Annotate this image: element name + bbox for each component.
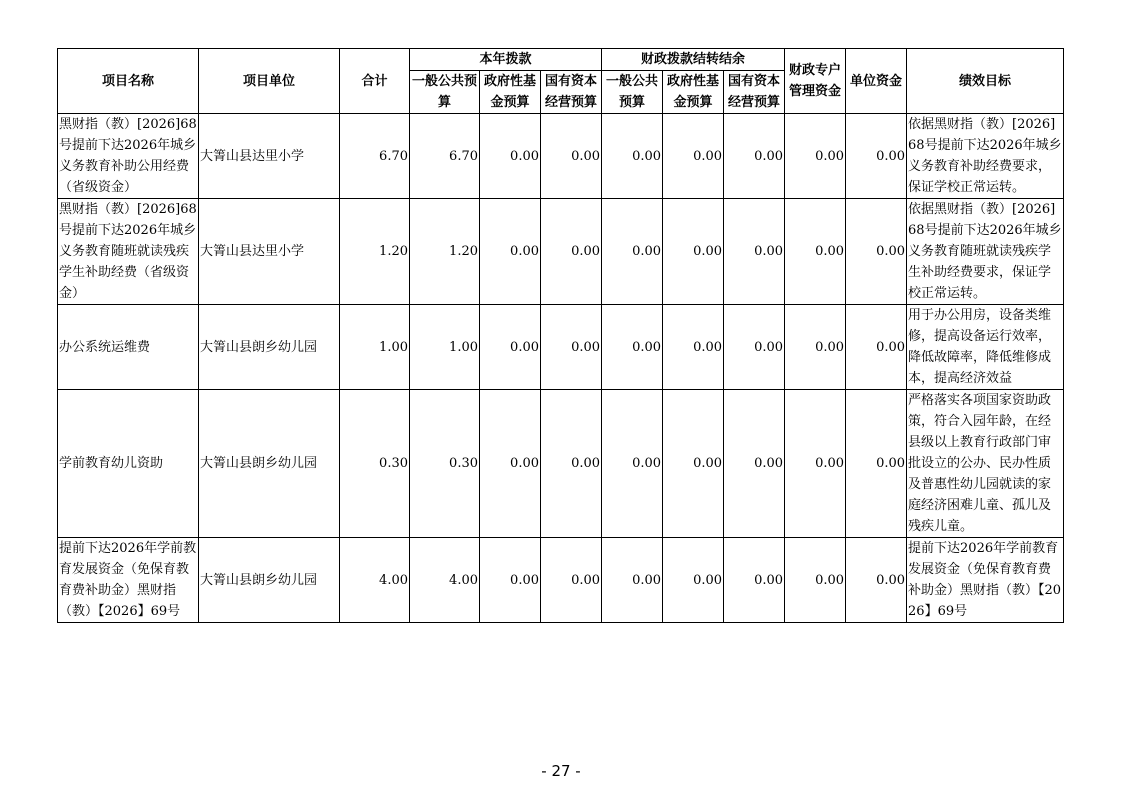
cell-state-capital-budget: 0.00 bbox=[541, 305, 602, 390]
cell-gov-fund-budget-carryover: 0.00 bbox=[663, 199, 724, 305]
budget-table bbox=[57, 48, 1064, 623]
cell-special-fund: 0.00 bbox=[785, 114, 846, 199]
header-state-capital-budget: 国有资本经营预算 bbox=[541, 71, 602, 114]
cell-project-unit: 大箐山县朗乡幼儿园 bbox=[199, 390, 340, 538]
cell-performance-goal: 依据黑财指（教）[2026]68号提前下达2026年城乡义务教育补助经费要求，保证学校正常运转。 bbox=[907, 114, 1064, 199]
cell-unit-fund: 0.00 bbox=[846, 538, 907, 623]
cell-total: 1.20 bbox=[340, 199, 410, 305]
cell-gov-fund-budget-carryover: 0.00 bbox=[663, 390, 724, 538]
cell-general-budget-carryover: 0.00 bbox=[602, 305, 663, 390]
cell-state-capital-budget-carryover: 0.00 bbox=[724, 199, 785, 305]
cell-total: 4.00 bbox=[340, 538, 410, 623]
cell-state-capital-budget-carryover: 0.00 bbox=[724, 305, 785, 390]
header-special-fund: 财政专户管理资金 bbox=[785, 49, 846, 114]
table-row bbox=[58, 390, 1064, 538]
cell-state-capital-budget-carryover: 0.00 bbox=[724, 390, 785, 538]
table-row bbox=[58, 538, 1064, 623]
cell-gov-fund-budget: 0.00 bbox=[480, 390, 541, 538]
cell-state-capital-budget: 0.00 bbox=[541, 390, 602, 538]
cell-total: 6.70 bbox=[340, 114, 410, 199]
cell-project-name: 黑财指（教）[2026]68号提前下达2026年城乡义务教育随班就读残疾学生补助经费（省级资金） bbox=[58, 199, 199, 305]
cell-general-budget: 4.00 bbox=[410, 538, 480, 623]
header-gov-fund-budget: 政府性基金预算 bbox=[480, 71, 541, 114]
cell-project-name: 黑财指（教）[2026]68号提前下达2026年城乡义务教育补助公用经费（省级资金） bbox=[58, 114, 199, 199]
cell-performance-goal: 提前下达2026年学前教育发展资金（免保育教育费补助金）黑财指（教）【2026】69号 bbox=[907, 538, 1064, 623]
header-project-unit: 项目单位 bbox=[199, 49, 340, 114]
cell-unit-fund: 0.00 bbox=[846, 390, 907, 538]
cell-performance-goal: 用于办公用房，设备类维修，提高设备运行效率，降低故障率，降低维修成本，提高经济效益 bbox=[907, 305, 1064, 390]
header-general-budget: 一般公共预算 bbox=[410, 71, 480, 114]
cell-state-capital-budget: 0.00 bbox=[541, 114, 602, 199]
cell-state-capital-budget-carryover: 0.00 bbox=[724, 114, 785, 199]
cell-project-unit: 大箐山县朗乡幼儿园 bbox=[199, 305, 340, 390]
cell-performance-goal: 严格落实各项国家资助政策，符合入园年龄，在经县级以上教育行政部门审批设立的公办、民办性质及普惠性幼儿园就读的家庭经济困难儿童、孤儿及残疾儿童。 bbox=[907, 390, 1064, 538]
cell-general-budget-carryover: 0.00 bbox=[602, 538, 663, 623]
cell-general-budget: 0.30 bbox=[410, 390, 480, 538]
cell-project-name: 提前下达2026年学前教育发展资金（免保育教育费补助金）黑财指（教）【2026】69号 bbox=[58, 538, 199, 623]
table-row bbox=[58, 114, 1064, 199]
cell-project-name: 办公系统运维费 bbox=[58, 305, 199, 390]
header-general-budget-carryover: 一般公共预算 bbox=[602, 71, 663, 114]
cell-general-budget-carryover: 0.00 bbox=[602, 114, 663, 199]
cell-gov-fund-budget: 0.00 bbox=[480, 538, 541, 623]
cell-gov-fund-budget: 0.00 bbox=[480, 199, 541, 305]
table-row bbox=[58, 199, 1064, 305]
table-row bbox=[58, 305, 1064, 390]
cell-gov-fund-budget-carryover: 0.00 bbox=[663, 114, 724, 199]
cell-gov-fund-budget-carryover: 0.00 bbox=[663, 305, 724, 390]
cell-special-fund: 0.00 bbox=[785, 390, 846, 538]
header-gov-fund-budget-carryover: 政府性基金预算 bbox=[663, 71, 724, 114]
cell-unit-fund: 0.00 bbox=[846, 114, 907, 199]
cell-special-fund: 0.00 bbox=[785, 538, 846, 623]
cell-gov-fund-budget: 0.00 bbox=[480, 114, 541, 199]
cell-state-capital-budget-carryover: 0.00 bbox=[724, 538, 785, 623]
cell-special-fund: 0.00 bbox=[785, 199, 846, 305]
cell-general-budget-carryover: 0.00 bbox=[602, 199, 663, 305]
cell-performance-goal: 依据黑财指（教）[2026]68号提前下达2026年城乡义务教育随班就读残疾学生补助经费要求，保证学校正常运转。 bbox=[907, 199, 1064, 305]
cell-state-capital-budget: 0.00 bbox=[541, 538, 602, 623]
cell-project-unit: 大箐山县朗乡幼儿园 bbox=[199, 538, 340, 623]
cell-general-budget-carryover: 0.00 bbox=[602, 390, 663, 538]
header-state-capital-budget-carryover: 国有资本经营预算 bbox=[724, 71, 785, 114]
cell-gov-fund-budget: 0.00 bbox=[480, 305, 541, 390]
cell-general-budget: 1.20 bbox=[410, 199, 480, 305]
cell-state-capital-budget: 0.00 bbox=[541, 199, 602, 305]
cell-unit-fund: 0.00 bbox=[846, 305, 907, 390]
cell-total: 1.00 bbox=[340, 305, 410, 390]
cell-unit-fund: 0.00 bbox=[846, 199, 907, 305]
page-number: - 27 - bbox=[541, 762, 581, 780]
header-carryover-group: 财政拨款结转结余 bbox=[602, 49, 785, 71]
header-project-name: 项目名称 bbox=[58, 49, 199, 114]
cell-general-budget: 6.70 bbox=[410, 114, 480, 199]
header-total: 合计 bbox=[340, 49, 410, 114]
cell-total: 0.30 bbox=[340, 390, 410, 538]
cell-gov-fund-budget-carryover: 0.00 bbox=[663, 538, 724, 623]
header-current-year-group: 本年拨款 bbox=[410, 49, 602, 71]
cell-project-unit: 大箐山县达里小学 bbox=[199, 199, 340, 305]
cell-general-budget: 1.00 bbox=[410, 305, 480, 390]
cell-special-fund: 0.00 bbox=[785, 305, 846, 390]
cell-project-unit: 大箐山县达里小学 bbox=[199, 114, 340, 199]
header-unit-fund: 单位资金 bbox=[846, 49, 907, 114]
header-goal: 绩效目标 bbox=[907, 49, 1064, 114]
budget-table-body bbox=[58, 114, 1064, 623]
cell-project-name: 学前教育幼儿资助 bbox=[58, 390, 199, 538]
